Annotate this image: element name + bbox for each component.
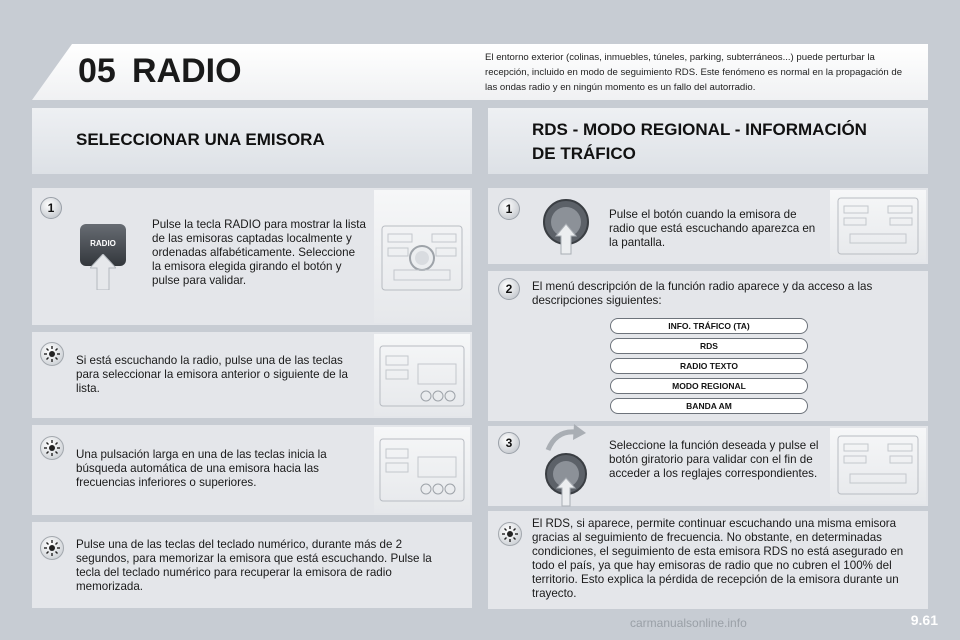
menu-item-regional-mode: MODO REGIONAL — [610, 378, 808, 394]
left-tip3-text: Pulse una de las teclas del teclado numérico, durante más de 2 segundos, para memorizar la emisora que está escuchando. Pulse la tecla del teclado numérico para recuperar la emisora de radio memorizada. — [76, 538, 432, 593]
rotary-knob-turn-icon — [542, 424, 590, 508]
right-step1-illustration — [830, 190, 926, 262]
left-tip2-text: Una pulsación larga en una de las teclas inicia la búsqueda automática de una emisora hacia las frecuencias inferiores o superiores. — [76, 448, 327, 489]
right-step3-badge: 3 — [498, 432, 520, 454]
right-tip-lightbulb-icon — [498, 522, 522, 546]
rotary-knob-turn-illustration — [542, 424, 590, 508]
radio-button-illustration — [78, 222, 128, 290]
left-tip1-illustration — [374, 334, 470, 416]
header-notch — [32, 44, 72, 100]
intro-text: El entorno exterior (colinas, inmuebles, túneles, parking, subterráneos...) puede perturbar la recepción, incluido en modo de seguimiento RDS. Este fenómeno es normal en la propagación de las ondas radio y en ningún momento es un fallo del autorradio. — [485, 52, 903, 93]
right-step2-badge: 2 — [498, 278, 520, 300]
menu-item-traffic-info: INFO. TRÁFICO (TA) — [610, 318, 808, 334]
left-step1-badge: 1 — [40, 197, 62, 219]
left-step1-illustration — [374, 190, 470, 323]
menu-item-rds: RDS — [610, 338, 808, 354]
right-tip-text: El RDS, si aparece, permite continuar escuchando una misma emisora gracias al seguimiento de frecuencia. No obstante, en determinadas condiciones, el seguimiento de esta emisora RDS no está asegurado en todo el país, ya que hay emisoras de radio que no cubren el 100% del territorio. Esto explica la pérdida de recepción de la emisora durante un trayecto. — [532, 517, 904, 600]
radio-keypad-icon — [374, 427, 470, 513]
menu-item-am-band: BANDA AM — [610, 398, 808, 414]
right-section-title-line2: DE TRÁFICO — [532, 144, 636, 163]
radio-keypad-icon — [374, 334, 470, 416]
radio-unit-icon — [830, 190, 926, 262]
radio-key-label: RADIO — [90, 239, 116, 248]
chapter-title: RADIO — [132, 52, 242, 90]
rotary-knob-press-icon — [542, 198, 590, 256]
right-step1-badge: 1 — [498, 198, 520, 220]
right-step3-illustration — [830, 428, 926, 504]
page-number: 9.61 — [910, 612, 938, 628]
press-arrow-icon — [90, 254, 116, 290]
right-step1-text: Pulse el botón cuando la emisora de radio que está escuchando aparezca en la pantalla. — [609, 208, 816, 249]
radio-unit-icon — [374, 190, 470, 323]
watermark: carmanualsonline.info — [630, 616, 747, 630]
left-step1-text: Pulse la tecla RADIO para mostrar la lista de las emisoras captadas localmente y ordenadas alfabéticamente. Seleccione la emisora elegida girando el botón y pulse para validar. — [152, 218, 366, 287]
right-section-title-line1: RDS - MODO REGIONAL - INFORMACIÓN — [532, 120, 867, 139]
right-step3-text: Seleccione la función deseada y pulse el botón giratorio para validar con el fin de acceder a los reglajes correspondientes. — [609, 439, 819, 480]
left-section-title: SELECCIONAR UNA EMISORA — [76, 130, 325, 149]
menu-item-radio-text: RADIO TEXTO — [610, 358, 808, 374]
left-tip2-illustration — [374, 427, 470, 513]
left-tip3-lightbulb-icon — [40, 536, 64, 560]
left-tip2-lightbulb-icon — [40, 436, 64, 460]
chapter-number: 05 — [78, 52, 116, 90]
left-tip1-text: Si está escuchando la radio, pulse una de las teclas para seleccionar la emisora anterior o siguiente de la lista. — [76, 354, 348, 395]
right-step2-text: El menú descripción de la función radio aparece y da acceso a las descripciones siguientes: — [532, 280, 873, 307]
radio-unit-icon — [830, 428, 926, 504]
rotary-knob-illustration — [542, 198, 590, 256]
left-tip1-lightbulb-icon — [40, 342, 64, 366]
